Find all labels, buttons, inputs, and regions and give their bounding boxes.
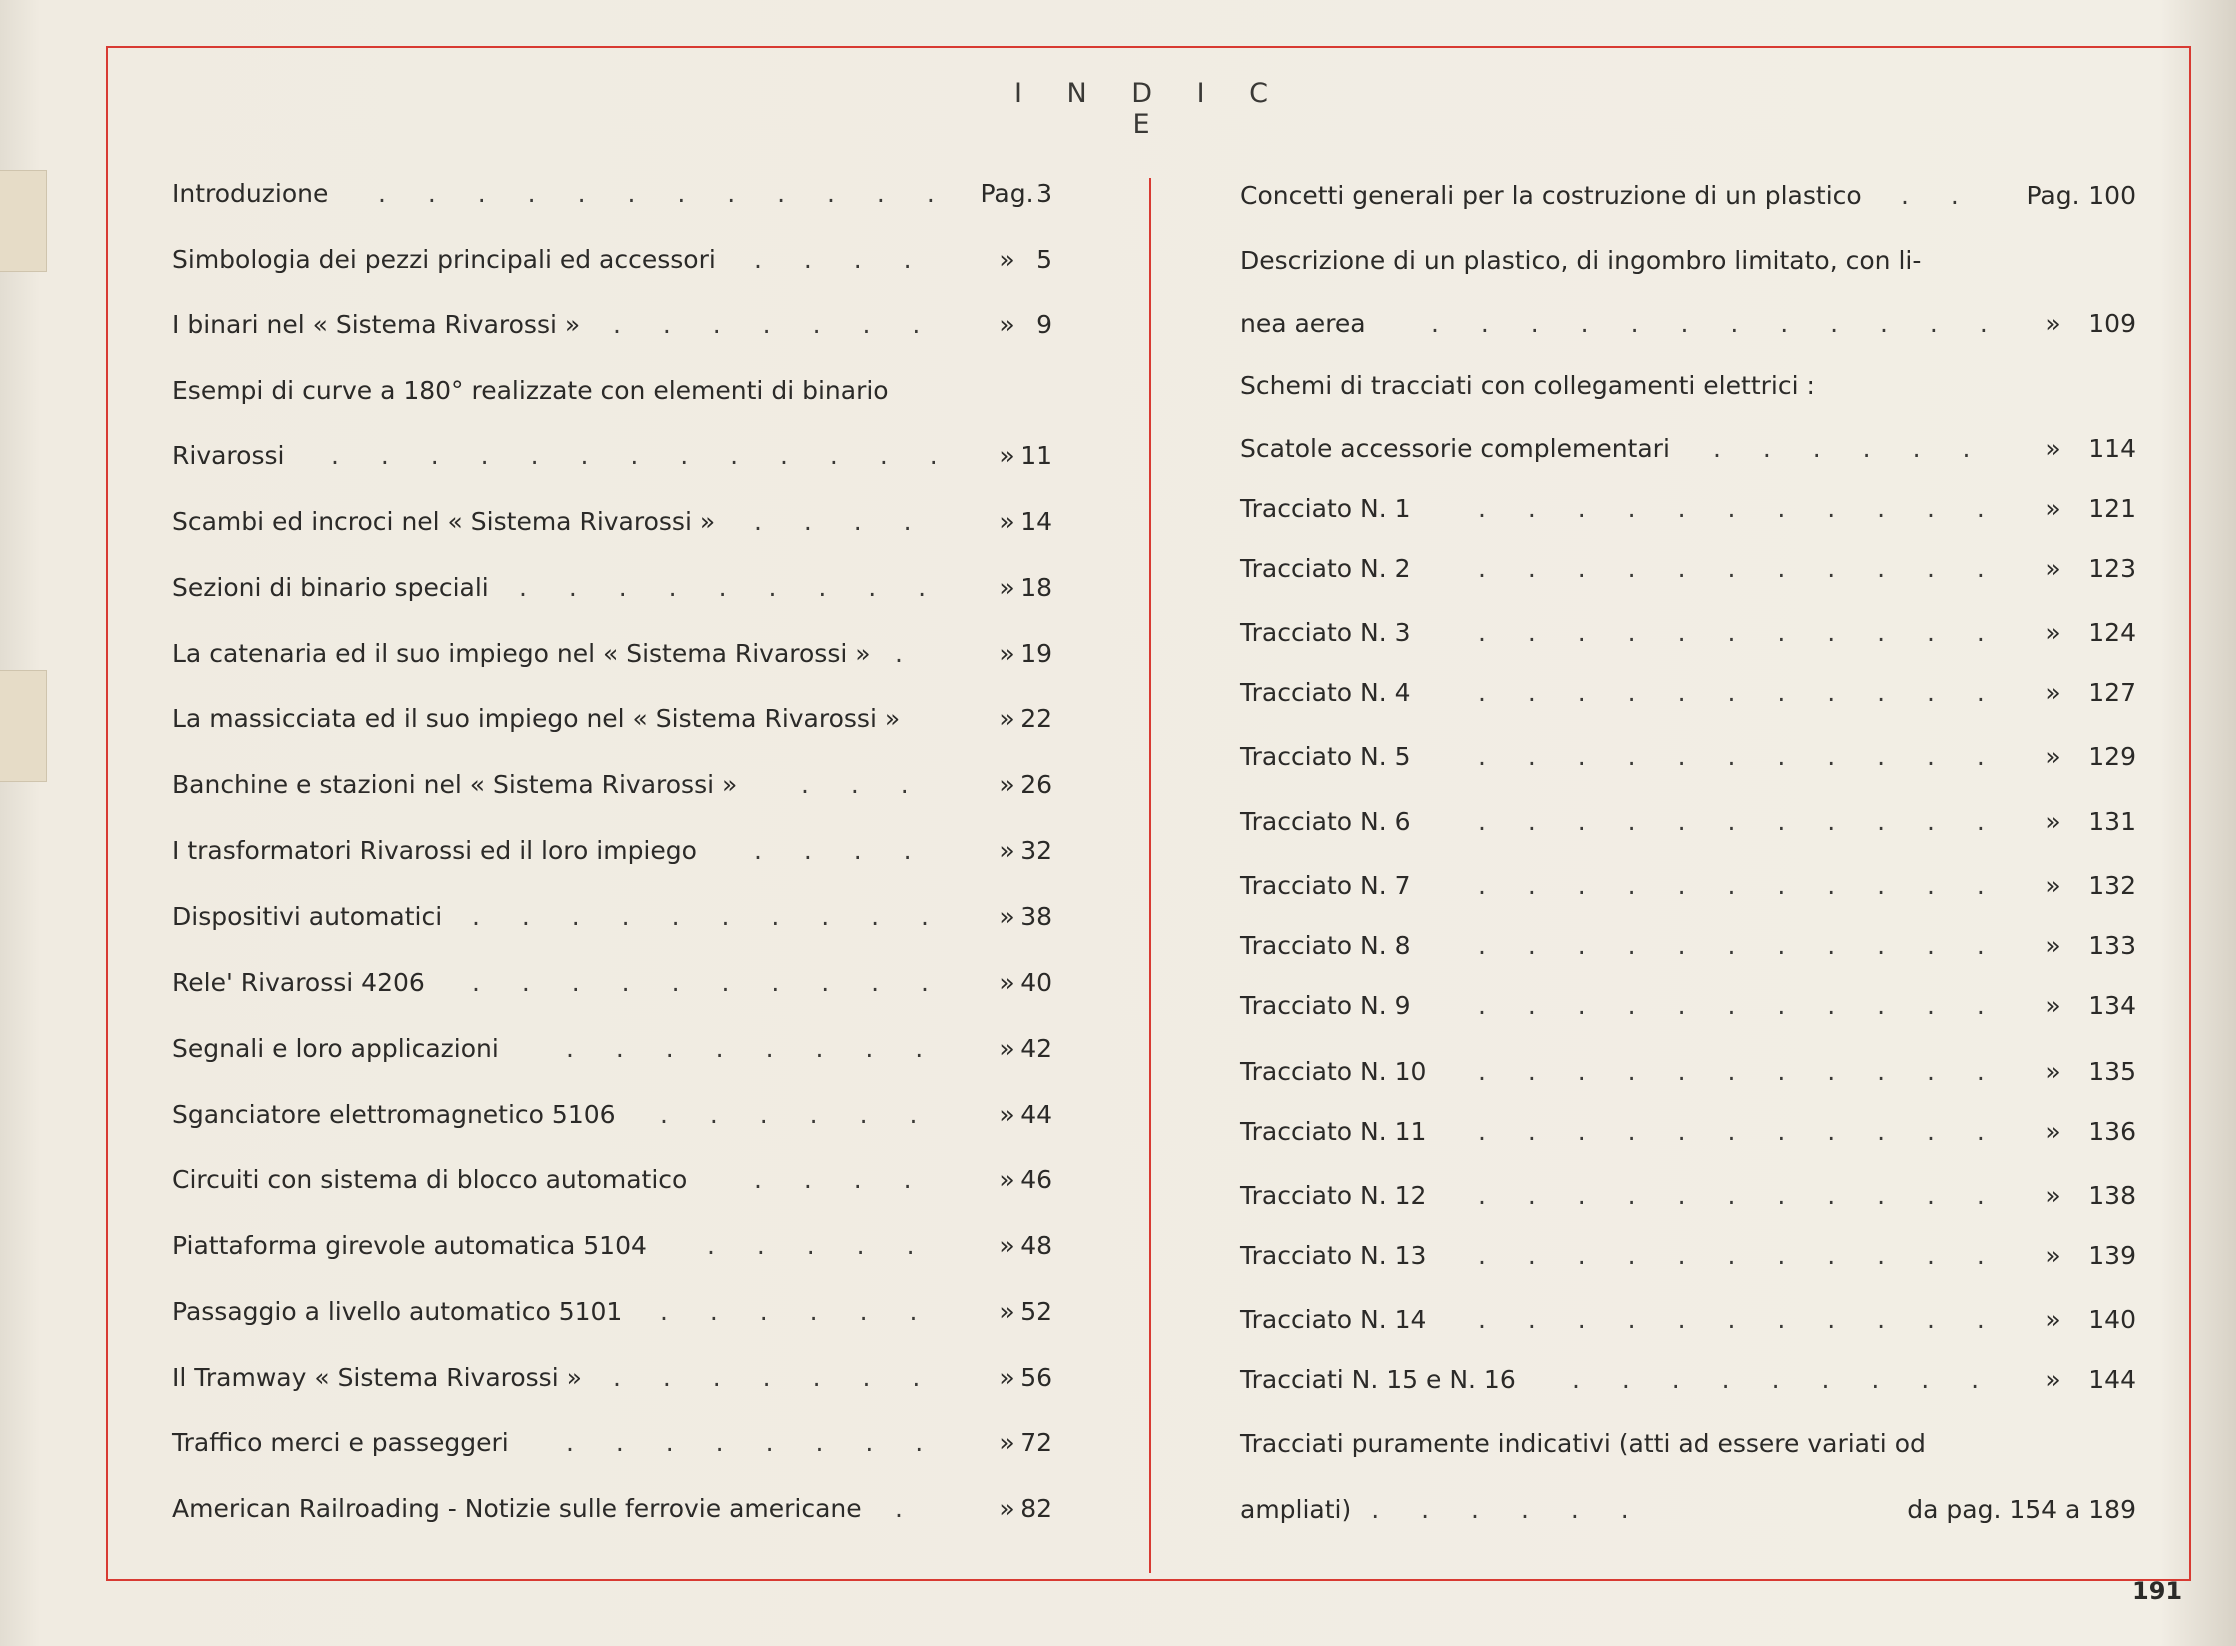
page-reference: 133	[2088, 931, 2136, 960]
leader-dots: . . . . . . . . . . .	[1478, 1305, 2002, 1334]
page-reference: 134	[2088, 991, 2136, 1020]
page-reference: 140	[2088, 1305, 2136, 1334]
index-entry	[1240, 737, 2140, 777]
index-entry	[1240, 489, 2140, 529]
page-marker: »	[999, 1100, 1015, 1129]
page-reference: 46	[1020, 1165, 1052, 1194]
leader-dots: . . . .	[754, 1165, 929, 1194]
entry-title: American Railroading - Notizie sulle ferrovie americane	[172, 1494, 862, 1523]
entry-title: Circuiti con sistema di blocco automatico	[172, 1165, 688, 1194]
binding-tab	[0, 670, 47, 782]
entry-title: Passaggio a livello automatico 5101	[172, 1297, 623, 1326]
index-entry	[172, 831, 1072, 871]
page-reference: 9	[1036, 310, 1052, 339]
index-entry	[172, 765, 1072, 805]
index-entry	[172, 897, 1072, 937]
page-reference: 127	[2088, 678, 2136, 707]
page-reference: da pag. 154 a 189	[1907, 1495, 2136, 1524]
index-entry	[172, 1226, 1072, 1266]
page-reference: 109	[2088, 309, 2136, 338]
entry-title: Piattaforma girevole automatica 5104	[172, 1231, 647, 1260]
index-entry	[1240, 986, 2140, 1026]
page-reference: 132	[2088, 871, 2136, 900]
entry-title: Concetti generali per la costruzione di un plastico	[1240, 181, 1862, 210]
index-entry	[1240, 176, 2140, 216]
index-entry	[1240, 304, 2140, 344]
entry-title: Tracciato N. 9	[1240, 991, 1411, 1020]
entry-title: Tracciato N. 14	[1240, 1305, 1427, 1334]
leader-dots: . . . . . . . . .	[1572, 1365, 1997, 1394]
leader-dots: .	[895, 1494, 920, 1523]
leader-dots: . . . .	[754, 836, 929, 865]
entry-title: Tracciato N. 3	[1240, 618, 1411, 647]
page-reference: 48	[1020, 1231, 1052, 1260]
index-entry	[1240, 366, 2140, 406]
leader-dots: . . . . . . . . . . . .	[378, 179, 952, 208]
index-entry	[172, 1489, 1072, 1529]
leader-dots: . . . . . . . . . . .	[1478, 1057, 2002, 1086]
leader-dots: . . . . . . . . . .	[472, 902, 946, 931]
page-marker: »	[999, 902, 1015, 931]
index-entry	[1240, 673, 2140, 713]
leader-dots: . . . . . . . . . . .	[1478, 494, 2002, 523]
index-title: I N D I C E	[1013, 78, 1287, 140]
page-marker: »	[999, 1494, 1015, 1523]
entry-title: Tracciato N. 6	[1240, 807, 1411, 836]
page-reference: 5	[1036, 245, 1052, 274]
leader-dots: . . . . . . . . . . . .	[1431, 309, 2005, 338]
page-reference: 42	[1020, 1034, 1052, 1063]
page-reference: 124	[2088, 618, 2136, 647]
leader-dots: . . .	[801, 770, 926, 799]
index-entry	[172, 1160, 1072, 1200]
page-reference: 72	[1020, 1428, 1052, 1457]
entry-title: Rivarossi	[172, 441, 285, 470]
entry-title: I trasformatori Rivarossi ed il loro impiego	[172, 836, 697, 865]
page-marker: »	[999, 639, 1015, 668]
entry-title: Tracciato N. 12	[1240, 1181, 1427, 1210]
page-marker: »	[999, 1428, 1015, 1457]
index-entry	[172, 436, 1072, 476]
page-reference: 56	[1020, 1363, 1052, 1392]
page-marker: »	[2045, 991, 2061, 1020]
page-reference: 44	[1020, 1100, 1052, 1129]
entry-title: Sezioni di binario speciali	[172, 573, 489, 602]
page-marker: »	[2045, 309, 2061, 338]
page-marker: »	[999, 1165, 1015, 1194]
leader-dots: . . . . . . . . . . . . .	[331, 441, 955, 470]
leader-dots: . . . . . . . . .	[519, 573, 944, 602]
leader-dots: . . . . . . . . . . .	[1478, 807, 2002, 836]
leader-dots: . . . . . . . . . . .	[1478, 1241, 2002, 1270]
page-reference: 32	[1020, 836, 1052, 865]
page-marker: »	[2045, 1181, 2061, 1210]
binding-tab	[0, 170, 47, 272]
entry-title: Tracciato N. 1	[1240, 494, 1411, 523]
entry-title: Tracciati N. 15 e N. 16	[1240, 1365, 1516, 1394]
leader-dots: . . . . . . . . . .	[472, 968, 946, 997]
index-entry	[172, 1095, 1072, 1135]
index-entry	[1240, 1236, 2140, 1276]
entry-title: Scambi ed incroci nel « Sistema Rivarossi »	[172, 507, 716, 536]
entry-title: ampliati)	[1240, 1495, 1352, 1524]
page-reference: 22	[1020, 704, 1052, 733]
entry-title: Tracciato N. 5	[1240, 742, 1411, 771]
page-marker: »	[999, 507, 1015, 536]
index-entry	[1240, 1424, 2140, 1464]
index-entry	[172, 699, 1072, 739]
index-entry	[1240, 1300, 2140, 1340]
page-marker: »	[999, 704, 1015, 733]
index-entry	[172, 568, 1072, 608]
entry-title: I binari nel « Sistema Rivarossi »	[172, 310, 581, 339]
leader-dots: . . . . . . . . . . .	[1478, 618, 2002, 647]
page-reference: 121	[2088, 494, 2136, 523]
page-marker: Pag.	[980, 179, 1034, 208]
page-marker: »	[999, 1231, 1015, 1260]
page-marker: »	[2045, 1365, 2061, 1394]
page-marker: »	[999, 310, 1015, 339]
leader-dots: . . . . . . . . . . .	[1478, 991, 2002, 1020]
page-marker: »	[2045, 494, 2061, 523]
leader-dots: . . . . . . . . . . .	[1478, 871, 2002, 900]
leader-dots: . . . . .	[707, 1231, 932, 1260]
leader-dots: . . . . . .	[1371, 1495, 1646, 1524]
entry-title: Dispositivi automatici	[172, 902, 443, 931]
leader-dots: . . . .	[754, 245, 929, 274]
page-reference: 26	[1020, 770, 1052, 799]
page-reference: 138	[2088, 1181, 2136, 1210]
page-marker: »	[2045, 434, 2061, 463]
index-entry	[172, 305, 1072, 345]
page-marker: »	[2045, 1305, 2061, 1334]
page-reference: 144	[2088, 1365, 2136, 1394]
leader-dots: . . . . . . .	[613, 310, 938, 339]
entry-title: nea aerea	[1240, 309, 1366, 338]
entry-title: Schemi di tracciati con collegamenti elettrici :	[1240, 371, 1815, 400]
leader-dots: . . . . . . . . . . .	[1478, 742, 2002, 771]
index-entry	[172, 1029, 1072, 1069]
page-marker: »	[2045, 807, 2061, 836]
index-entry	[172, 240, 1072, 280]
page-reference: 82	[1020, 1494, 1052, 1523]
entry-title: Segnali e loro applicazioni	[172, 1034, 499, 1063]
leader-dots: . . . . . . . . . . .	[1478, 554, 2002, 583]
page-reference: 100	[2088, 181, 2136, 210]
leader-dots: . . . .	[754, 507, 929, 536]
page-marker: »	[999, 1297, 1015, 1326]
page-reference: 3	[1036, 179, 1052, 208]
index-entry	[1240, 926, 2140, 966]
entry-title: Rele' Rivarossi 4206	[172, 968, 425, 997]
entry-title: Tracciato N. 8	[1240, 931, 1411, 960]
index-entry	[1240, 1360, 2140, 1400]
entry-title: Sganciatore elettromagnetico 5106	[172, 1100, 616, 1129]
index-entry	[172, 1358, 1072, 1398]
leader-dots: . . . . . . . .	[566, 1428, 941, 1457]
entry-title: Descrizione di un plastico, di ingombro limitato, con li-	[1240, 246, 1922, 275]
index-entry	[172, 963, 1072, 1003]
page-reference: 38	[1020, 902, 1052, 931]
entry-title: Scatole accessorie complementari	[1240, 434, 1670, 463]
page-reference: 136	[2088, 1117, 2136, 1146]
page-marker: »	[999, 573, 1015, 602]
page-marker: »	[999, 836, 1015, 865]
entry-title: La massicciata ed il suo impiego nel « Sistema Rivarossi »	[172, 704, 901, 733]
entry-title: Introduzione	[172, 179, 329, 208]
entry-title: Banchine e stazioni nel « Sistema Rivarossi »	[172, 770, 738, 799]
leader-dots: . . . . . . .	[613, 1363, 938, 1392]
page-marker: »	[999, 968, 1015, 997]
index-entry	[172, 174, 1072, 214]
page-reference: 139	[2088, 1241, 2136, 1270]
entry-title: Simbologia dei pezzi principali ed accessori	[172, 245, 716, 274]
page-marker: »	[999, 1034, 1015, 1063]
index-entry	[1240, 1052, 2140, 1092]
leader-dots: . . . . . . . . . . .	[1478, 1181, 2002, 1210]
index-entry	[1240, 1112, 2140, 1152]
leader-dots: . . . . . .	[660, 1100, 935, 1129]
leader-dots: . . . . . . . .	[566, 1034, 941, 1063]
leader-dots: . . . . . .	[660, 1297, 935, 1326]
page-marker: »	[2045, 931, 2061, 960]
page-number: 191	[2132, 1577, 2183, 1605]
page-marker: »	[999, 441, 1015, 470]
index-entry	[172, 1423, 1072, 1463]
page-reference: 11	[1020, 441, 1052, 470]
page-reference: 18	[1020, 573, 1052, 602]
index-entry	[1240, 802, 2140, 842]
page-reference: 129	[2088, 742, 2136, 771]
page-marker: »	[999, 770, 1015, 799]
leader-dots: . .	[1901, 181, 1976, 210]
entry-title: La catenaria ed il suo impiego nel « Sistema Rivarossi »	[172, 639, 871, 668]
page-reference: 135	[2088, 1057, 2136, 1086]
page-marker: Pag.	[2026, 181, 2080, 210]
index-entry	[1240, 549, 2140, 589]
entry-title: Esempi di curve a 180° realizzate con elementi di binario	[172, 376, 889, 405]
index-entry	[1240, 429, 2140, 469]
index-entry	[172, 634, 1072, 674]
leader-dots: . . . . . . . . . . .	[1478, 1117, 2002, 1146]
page-reference: 131	[2088, 807, 2136, 836]
page-marker: »	[2045, 678, 2061, 707]
page-reference: 123	[2088, 554, 2136, 583]
page-marker: »	[2045, 1057, 2061, 1086]
page-reference: 52	[1020, 1297, 1052, 1326]
page-marker: »	[2045, 1241, 2061, 1270]
entry-title: Tracciato N. 10	[1240, 1057, 1427, 1086]
entry-title: Tracciato N. 2	[1240, 554, 1411, 583]
index-entry	[1240, 613, 2140, 653]
index-entry	[172, 502, 1072, 542]
page-marker: »	[999, 1363, 1015, 1392]
page-reference: 114	[2088, 434, 2136, 463]
page-marker: »	[999, 245, 1015, 274]
index-entry	[1240, 866, 2140, 906]
entry-title: Tracciato N. 13	[1240, 1241, 1427, 1270]
index-entry	[172, 371, 1072, 411]
entry-title: Tracciati puramente indicativi (atti ad essere variati od	[1240, 1429, 1926, 1458]
entry-title: Traffico merci e passeggeri	[172, 1428, 509, 1457]
page-reference: 19	[1020, 639, 1052, 668]
leader-dots: . . . . . .	[1713, 434, 1988, 463]
leader-dots: . . . . . . . . . . .	[1478, 678, 2002, 707]
page-reference: 14	[1020, 507, 1052, 536]
page-marker: »	[2045, 742, 2061, 771]
index-entry	[1240, 1490, 2140, 1530]
page-reference: 40	[1020, 968, 1052, 997]
leader-dots: . . . . . . . . . . .	[1478, 931, 2002, 960]
entry-title: Il Tramway « Sistema Rivarossi »	[172, 1363, 582, 1392]
index-entry	[1240, 1176, 2140, 1216]
page-marker: »	[2045, 554, 2061, 583]
index-entry	[1240, 241, 2140, 281]
page-marker: »	[2045, 1117, 2061, 1146]
entry-title: Tracciato N. 11	[1240, 1117, 1427, 1146]
entry-title: Tracciato N. 7	[1240, 871, 1411, 900]
page-marker: »	[2045, 618, 2061, 647]
page-marker: »	[2045, 871, 2061, 900]
column-divider	[1149, 178, 1151, 1573]
leader-dots: .	[895, 639, 920, 668]
entry-title: Tracciato N. 4	[1240, 678, 1411, 707]
index-entry	[172, 1292, 1072, 1332]
